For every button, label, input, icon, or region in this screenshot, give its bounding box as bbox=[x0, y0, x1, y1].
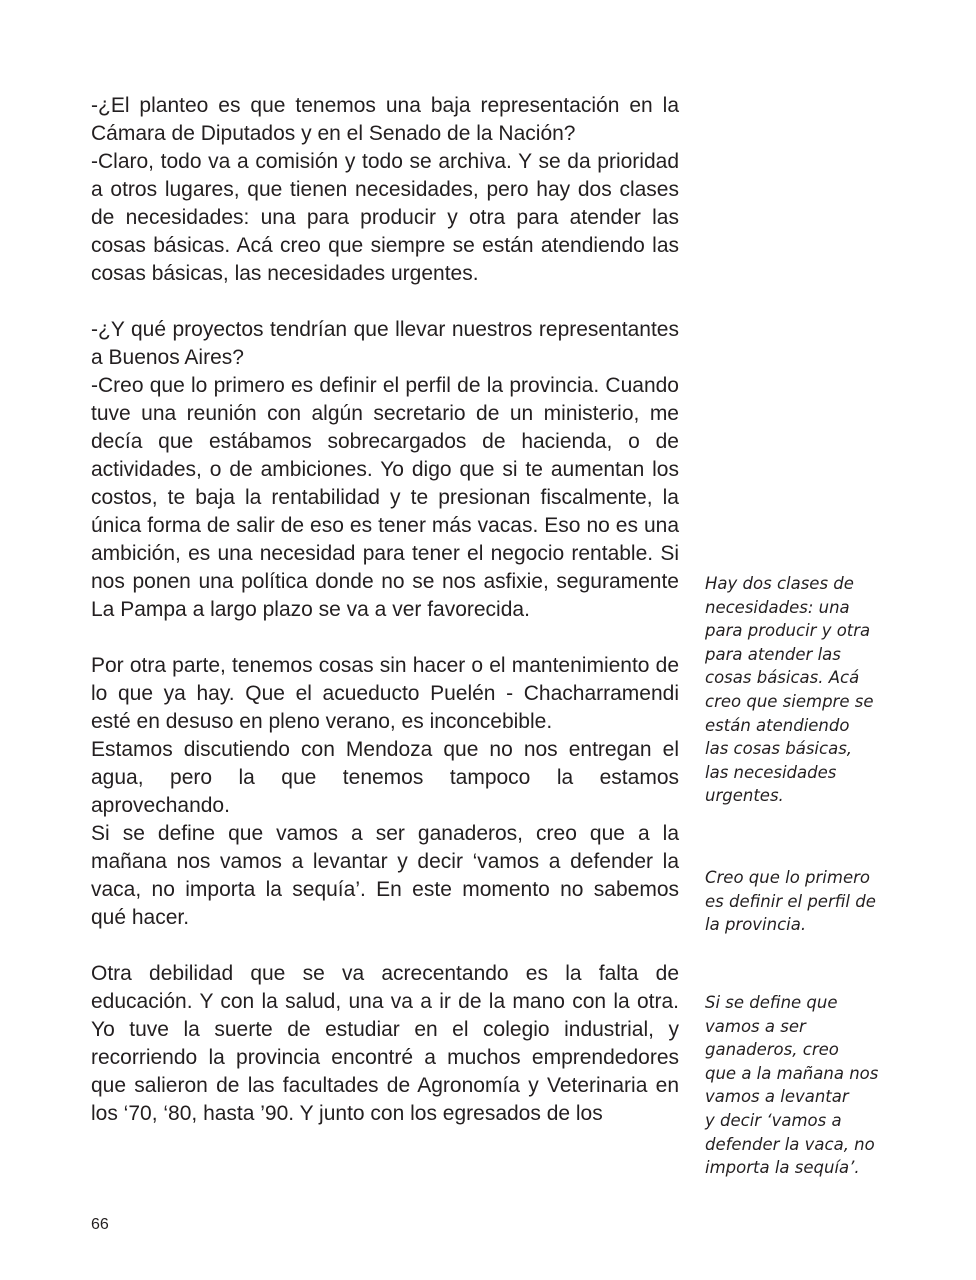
paragraph: -Creo que lo primero es definir el perfil de la provincia. Cuando tuve una reunión con algún secretario de un ministerio, me decía que estábamos sobrecargados de hacienda, o de actividades, o de ambiciones. Yo digo que si te aumentan los costos, te baja la rentabilidad y te presionan fiscalmente, la única forma de salir de eso es tener más vacas. Eso no es una ambición, es una necesidad para tener el negocio rentable. Si nos ponen una política donde no se nos asfixie, seguramente La Pampa a largo plazo se va a ver favorecida. bbox=[91, 374, 679, 621]
pullquote-line: Creo que lo primero bbox=[705, 868, 870, 887]
pullquote-line: importa la sequía’. bbox=[705, 1158, 860, 1178]
paragraph: Estamos discutiendo con Mendoza que no nos entregan el agua, pero la que tenemos tampoco la estamos aprovechando. bbox=[91, 738, 679, 817]
pullquote-line: urgentes. bbox=[705, 786, 784, 806]
paragraph: -¿Y qué proyectos tendrían que llevar nuestros representantes a Buenos Aires? bbox=[91, 318, 679, 369]
pullquote-line: las cosas básicas, bbox=[705, 739, 853, 759]
pullquote-line: la provincia. bbox=[705, 915, 807, 935]
pullquote-line: creo que siempre se bbox=[705, 691, 874, 711]
pullquote-line: cosas básicas. Acá bbox=[705, 668, 860, 688]
pullquote-line: vamos a ser bbox=[705, 1016, 806, 1036]
paragraph: -Claro, todo va a comisión y todo se archiva. Y se da prioridad a otros lugares, que tienen necesidades, pero hay dos clases de necesidades: una para producir y otra para atender las cosas básicas. Acá creo que siempre se están atendiendo las cosas básicas, las necesidades urgentes. bbox=[91, 150, 679, 285]
pullquote-line: Si se define que bbox=[705, 993, 838, 1012]
pullquote-line: para atender las bbox=[705, 644, 841, 664]
page-number: 66 bbox=[91, 1216, 109, 1233]
pullquote-line: las necesidades bbox=[705, 762, 837, 782]
pullquote-line: que a la mañana nos bbox=[705, 1063, 879, 1083]
pullquote-line: están atendiendo bbox=[705, 715, 850, 735]
pullquote bbox=[705, 866, 895, 937]
pullquote-line: y decir ‘vamos a bbox=[705, 1110, 842, 1130]
pullquote-line: vamos a levantar bbox=[705, 1087, 849, 1107]
pullquote-line: es definir el perfil de bbox=[705, 891, 876, 911]
pullquote-line: Hay dos clases de bbox=[705, 574, 854, 593]
pullquote-line: ganaderos, creo bbox=[705, 1040, 839, 1060]
paragraph: Otra debilidad que se va acrecentando es la falta de educación. Y con la salud, una va a ir de la mano con la otra. Yo tuve la suerte de estudiar en el colegio industrial, y recorriendo la provincia encontré a muchos emprendedores que salieron de las facultades de Agronomía y Veterinaria en los ‘70, ‘80, hasta ’90. Y junto con los egresados de los bbox=[91, 962, 679, 1125]
paragraph: -¿El planteo es que tenemos una baja representación en la Cámara de Diputados y en el Senado de la Nación? bbox=[91, 94, 679, 145]
body-text bbox=[91, 92, 679, 1128]
pullquote bbox=[705, 572, 895, 808]
pullquote-line: para producir y otra bbox=[705, 621, 871, 641]
pullquote bbox=[705, 991, 895, 1180]
pullquote-line: necesidades: una bbox=[705, 597, 850, 617]
paragraph: Por otra parte, tenemos cosas sin hacer o el mantenimiento de lo que ya hay. Que el acueducto Puelén - Chacharramendi esté en desuso en pleno verano, es inconcebible. bbox=[91, 654, 679, 733]
paragraph: Si se define que vamos a ser ganaderos, creo que a la mañana nos vamos a levantar y decir ‘vamos a defender la vaca, no importa la sequía’. En este momento no sabemos qué hacer. bbox=[91, 822, 679, 929]
pullquote-line: defender la vaca, no bbox=[705, 1134, 875, 1154]
